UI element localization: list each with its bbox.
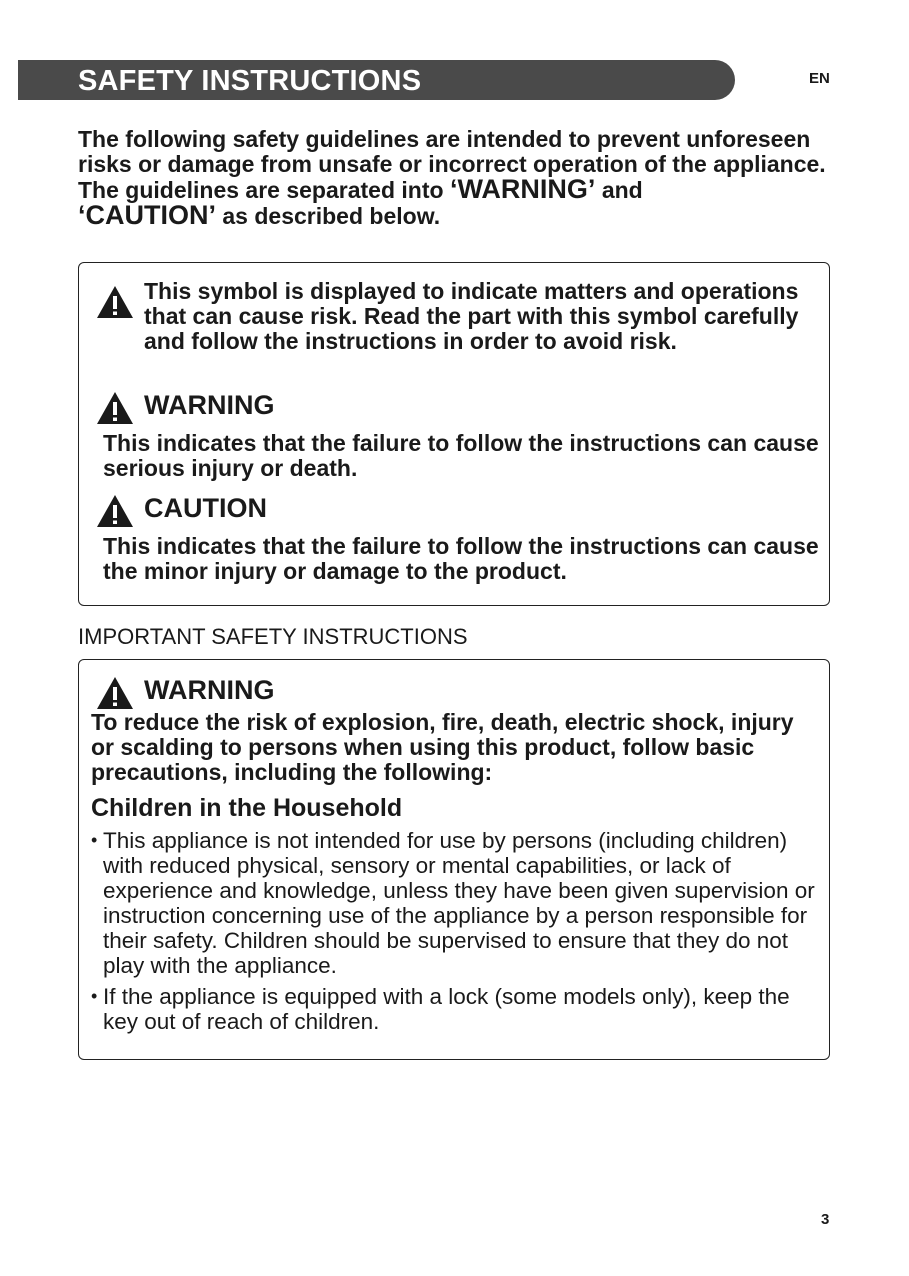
warning-heading: WARNING (144, 390, 275, 420)
bullet-icon: • (91, 830, 98, 850)
page-title: SAFETY INSTRUCTIONS (78, 65, 422, 97)
page-number: 3 (821, 1211, 830, 1228)
list-item (91, 984, 816, 1034)
warning-triangle-icon (96, 391, 134, 425)
caution-description: This indicates that the failure to follow the instructions can cause the minor injury or damage to the product. (103, 533, 819, 584)
bullet-text: If the appliance is equipped with a lock (some models only), keep the key out of reach of children. (103, 984, 790, 1034)
symbol-legend-box (78, 262, 830, 606)
warning-intro-text: To reduce the risk of explosion, fire, death, electric shock, injury or scalding to persons when using this product, follow basic precautions, including the following: (91, 709, 794, 785)
symbol-explanation: This symbol is displayed to indicate matters and operations that can cause risk. Read the part with this symbol carefully and follow the instructions in order to avoid risk. (144, 278, 799, 354)
title-bar (18, 60, 735, 100)
warning-term: ‘WARNING’ (449, 174, 596, 204)
intro-and: and (595, 177, 643, 203)
bullet-text: This appliance is not intended for use by persons (including children) with reduced physical, sensory or mental capabilities, or lack of experience and knowledge, unless they have been given supervision or instruction concerning use of the appliance by a person responsible for their safety. Children should be supervised to ensure that they do not play with the appliance. (103, 828, 815, 978)
caution-heading: CAUTION (144, 493, 267, 523)
warning-triangle-icon (96, 494, 134, 528)
list-item (91, 828, 816, 978)
warning-triangle-icon (96, 285, 134, 319)
bullet-icon: • (91, 986, 98, 1006)
intro-line1: The following safety guidelines are intended to prevent unforeseen risks or damage from unsafe or incorrect operation of the appliance. (78, 126, 826, 177)
children-heading: Children in the Household (91, 794, 403, 822)
important-warning-heading: WARNING (144, 675, 275, 705)
children-bullet-list (91, 828, 816, 1040)
warning-triangle-icon (96, 676, 134, 710)
intro-line2-suffix: as described below. (216, 203, 441, 229)
important-warning-box (78, 659, 830, 1060)
intro-paragraph (78, 127, 838, 229)
warning-description: This indicates that the failure to follow the instructions can cause serious injury or death. (103, 430, 819, 481)
intro-line2-prefix: The guidelines are separated into (78, 177, 450, 203)
caution-term: ‘CAUTION’ (78, 200, 216, 230)
section-title: IMPORTANT SAFETY INSTRUCTIONS (78, 624, 468, 649)
language-label: EN (809, 70, 830, 87)
